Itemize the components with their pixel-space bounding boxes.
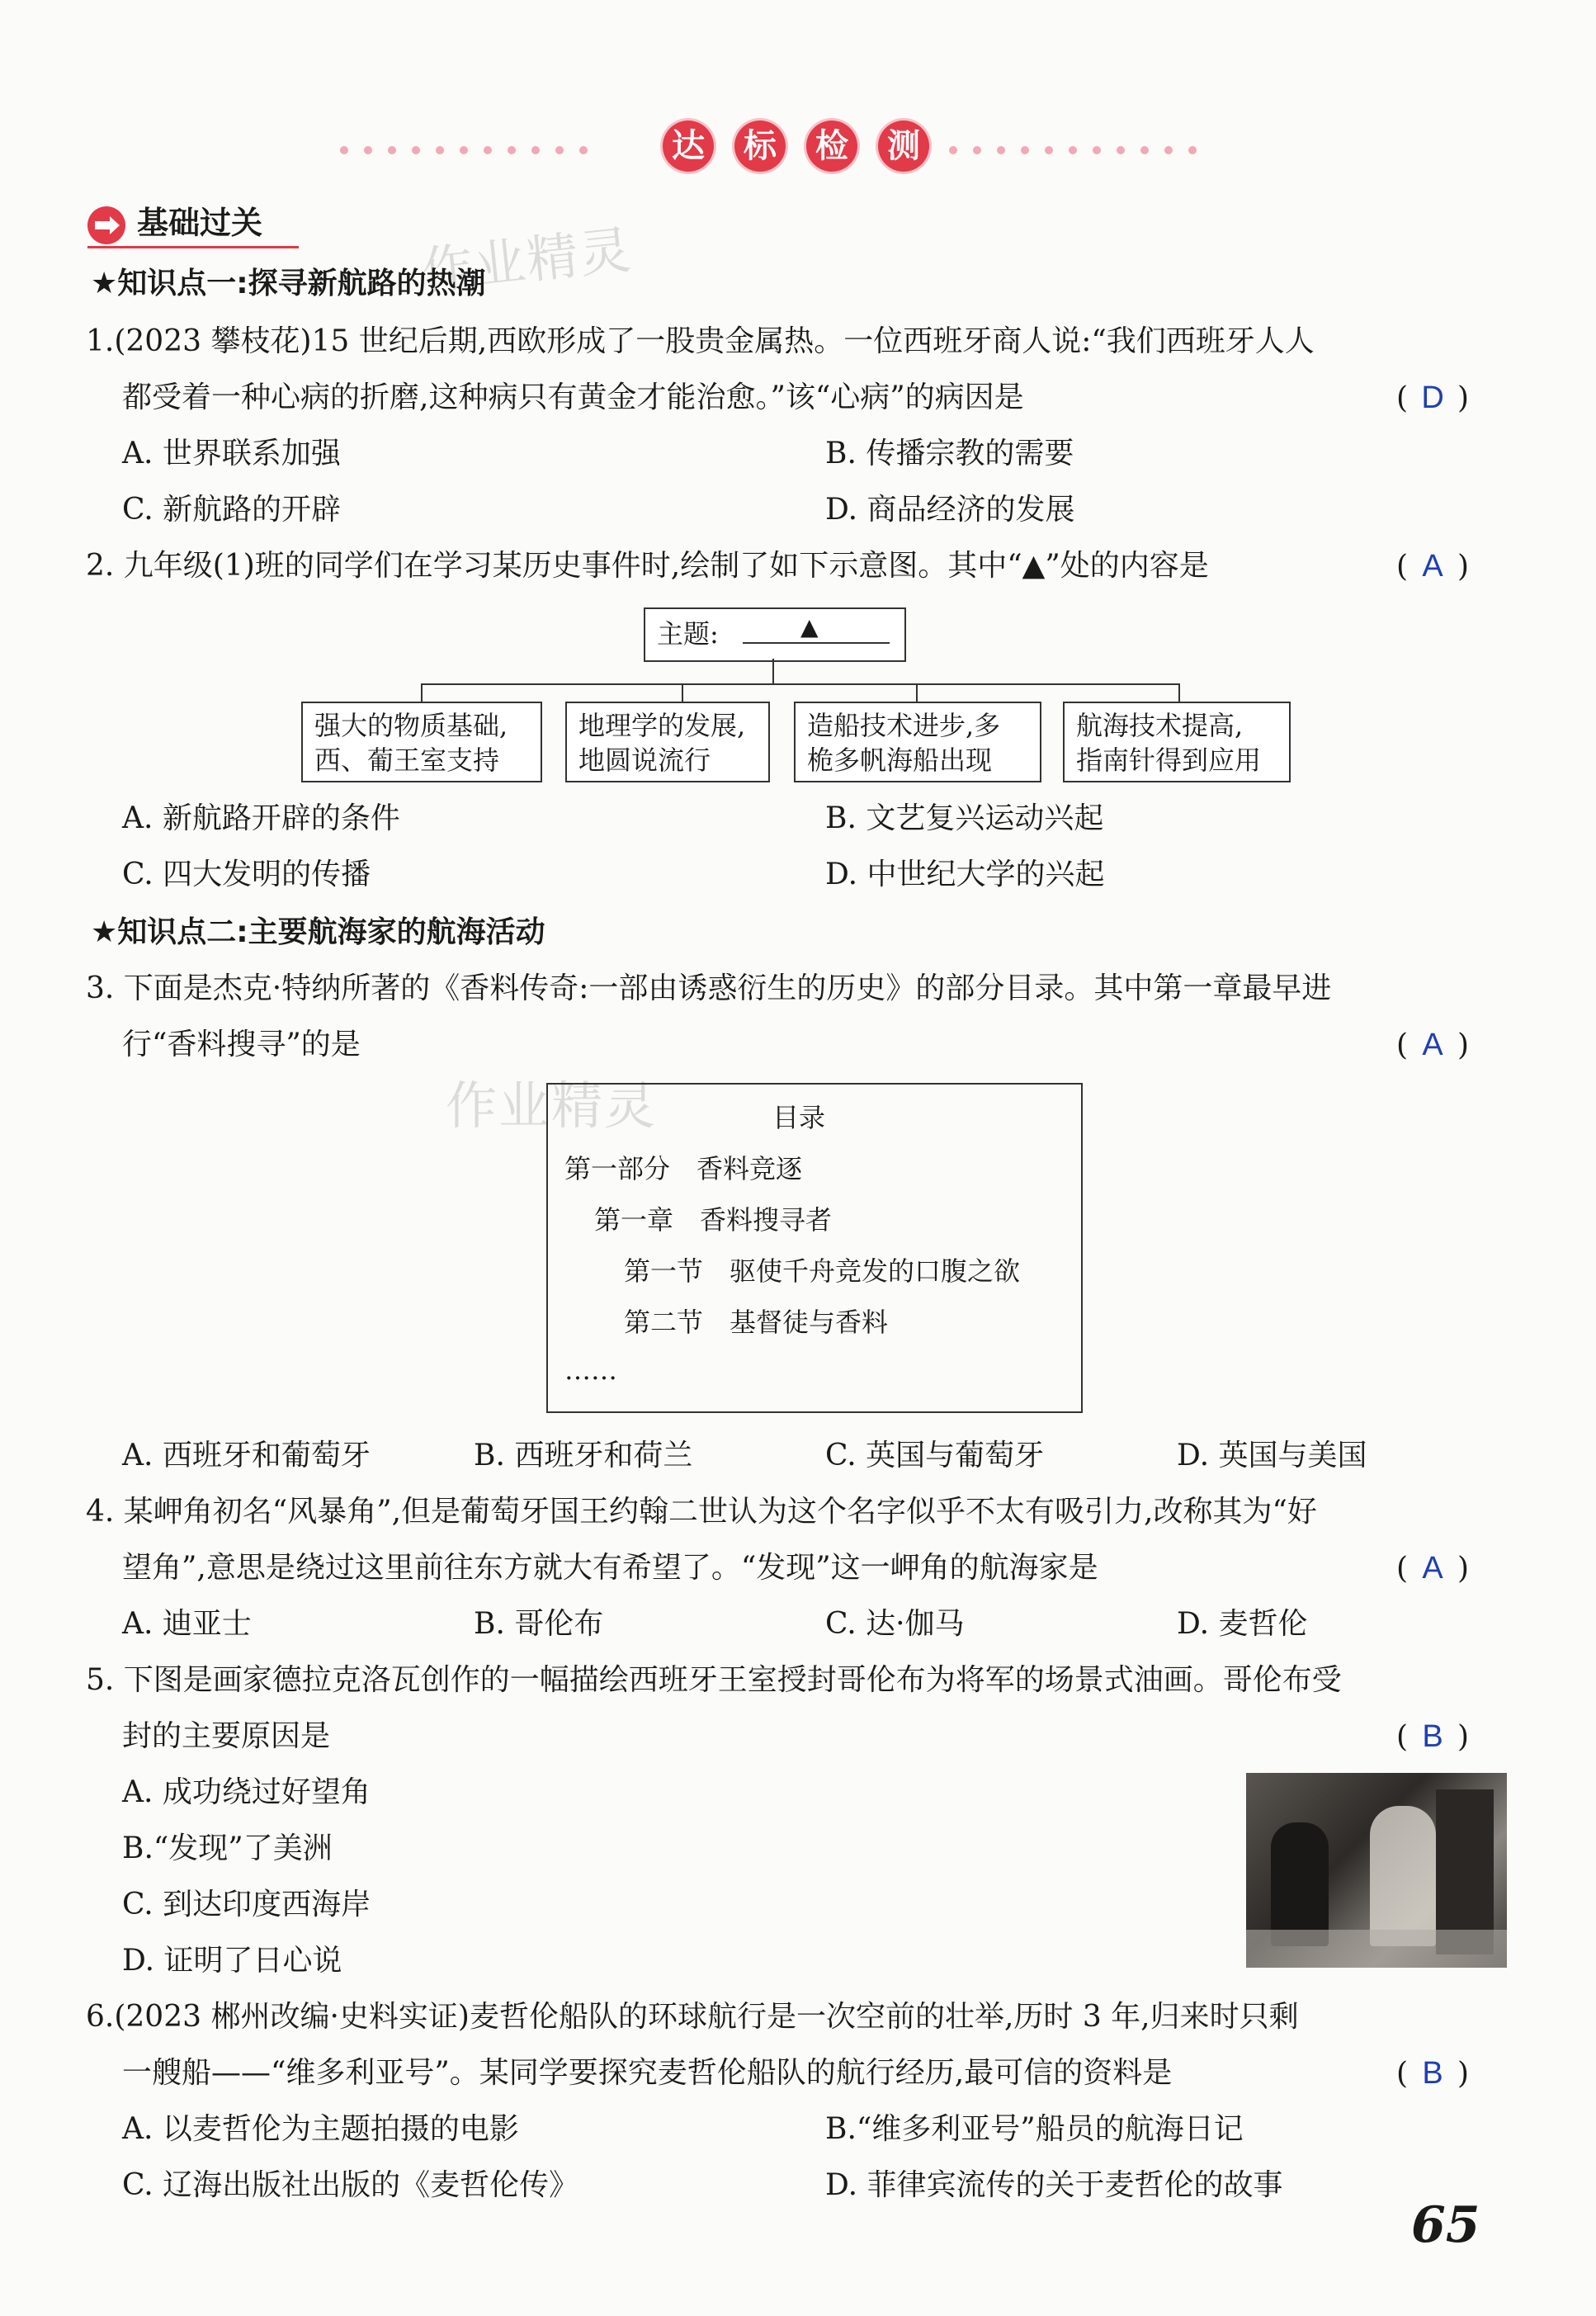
q6-option-c: C. 辽海出版社出版的《麦哲伦传》 xyxy=(122,2168,579,2202)
q3-option-c: C. 英国与葡萄牙 xyxy=(825,1439,1045,1472)
header-dots-left xyxy=(340,142,603,152)
diagram-box-2-line2: 地圆说流行 xyxy=(578,744,711,776)
diagram-box-3 xyxy=(794,702,1041,782)
q4-stem-line1: 4. 某岬角初名“风暴角”,但是葡萄牙国王约翰二世认为这个名字似乎不太有吸引力,改称其为“好 xyxy=(86,1495,1317,1529)
q3-option-b: B. 西班牙和荷兰 xyxy=(474,1439,693,1472)
diagram-connector-3 xyxy=(916,683,918,702)
diagram-box-1-line1: 强大的物质基础, xyxy=(314,710,508,741)
q1-option-c: C. 新航路的开辟 xyxy=(122,493,342,527)
q4-stem-line2: 望角”,意思是绕过这里前往东方就大有希望了。“发现”这一岬角的航海家是 xyxy=(122,1551,1098,1585)
q4-option-d: D. 麦哲伦 xyxy=(1177,1607,1308,1641)
q6-answer: B xyxy=(1422,2056,1443,2091)
header-char-2: 标 xyxy=(734,121,786,172)
q2-option-a: A. 新航路开辟的条件 xyxy=(122,801,400,835)
q5-option-a: A. 成功绕过好望角 xyxy=(122,1775,371,1809)
diagram-box-1-line2: 西、葡王室支持 xyxy=(314,744,500,776)
toc-line-3: 第一节 驱使千舟竞发的口腹之欲 xyxy=(624,1255,1021,1287)
toc-line-1: 第一部分 香料竞逐 xyxy=(564,1153,803,1184)
header-char-4: 测 xyxy=(878,121,929,172)
diagram-connector-4 xyxy=(1178,683,1180,702)
toc-title: 目录 xyxy=(772,1102,826,1133)
watermark: 作业精灵 xyxy=(418,219,635,302)
q5-stem-line1: 5. 下图是画家德拉克洛瓦创作的一幅描绘西班牙王室授封哥伦布为将军的场景式油画。哥伦布受 xyxy=(86,1663,1342,1697)
knowledge-point-2: ★知识点二:主要航海家的航海活动 xyxy=(91,915,545,949)
q6-option-b: B.“维多利亚号”船员的航海日记 xyxy=(825,2112,1244,2146)
diagram-connector-stem xyxy=(772,659,774,683)
header-dots-right xyxy=(949,142,1212,152)
section-title: 基础过关 xyxy=(137,205,263,241)
arrow-right-icon xyxy=(87,206,125,244)
q4-answer-box: ( A ) xyxy=(1396,1548,1469,1589)
q2-option-d: D. 中世纪大学的兴起 xyxy=(825,858,1105,891)
q2-answer-box: ( A ) xyxy=(1396,546,1469,587)
page-number: 65 xyxy=(1411,2196,1480,2254)
q3-option-d: D. 英国与美国 xyxy=(1177,1439,1367,1472)
toc-line-5: …… xyxy=(564,1354,617,1386)
columbus-painting-image xyxy=(1246,1773,1507,1968)
diagram-box-4 xyxy=(1063,702,1291,782)
diagram-box-4-line1: 航海技术提高, xyxy=(1076,710,1244,741)
q6-stem-line1: 6.(2023 郴州改编·史料实证)麦哲伦船队的环球航行是一次空前的壮举,历时 3 年,归来时只剩 xyxy=(86,2000,1299,2034)
q1-stem-line2: 都受着一种心病的折磨,这种病只有黄金才能治愈。”该“心病”的病因是 xyxy=(122,380,1024,414)
header-char-1: 达 xyxy=(663,121,714,172)
q1-option-a: A. 世界联系加强 xyxy=(122,437,341,470)
q6-answer-box: ( B ) xyxy=(1396,2054,1469,2094)
diagram-topic-blank xyxy=(743,642,890,644)
q1-option-b: B. 传播宗教的需要 xyxy=(825,437,1074,470)
q5-option-d: D. 证明了日心说 xyxy=(122,1944,342,1978)
diagram-connector-bar xyxy=(421,683,1178,685)
q1-answer: D xyxy=(1421,380,1444,415)
toc-line-2: 第一章 香料搜寻者 xyxy=(594,1204,833,1236)
diagram-box-4-line2: 指南针得到应用 xyxy=(1076,744,1262,776)
q5-stem-line2: 封的主要原因是 xyxy=(122,1719,331,1753)
watermark: 作业精灵 xyxy=(446,1075,658,1136)
q5-option-b: B.“发现”了美洲 xyxy=(122,1832,333,1865)
q6-option-a: A. 以麦哲伦为主题拍摄的电影 xyxy=(122,2112,519,2146)
q5-answer: B xyxy=(1422,1719,1443,1754)
diagram-box-1 xyxy=(301,702,542,782)
q1-option-d: D. 商品经济的发展 xyxy=(825,493,1075,527)
diagram-topic-box xyxy=(644,607,906,662)
diagram-topic-label: 主题: xyxy=(657,618,719,650)
q5-option-c: C. 到达印度西海岸 xyxy=(122,1888,371,1921)
q2-answer: A xyxy=(1422,549,1443,584)
diagram-box-3-line2: 桅多帆海船出现 xyxy=(807,744,993,776)
q2-stem-line1: 2. 九年级(1)班的同学们在学习某历史事件时,绘制了如下示意图。其中“▲”处的内容是 xyxy=(86,549,1209,583)
q3-stem-line1: 3. 下面是杰克·特纳所著的《香料传奇:一部由诱惑衍生的历史》的部分目录。其中第一章最早进 xyxy=(86,971,1332,1005)
q5-answer-box: ( B ) xyxy=(1396,1717,1469,1757)
q3-option-a: A. 西班牙和葡萄牙 xyxy=(122,1439,371,1472)
q2-option-b: B. 文艺复兴运动兴起 xyxy=(825,801,1104,835)
toc-box xyxy=(546,1083,1083,1413)
q6-stem-line2: 一艘船——“维多利亚号”。某同学要探究麦哲伦船队的航行经历,最可信的资料是 xyxy=(122,2056,1173,2090)
q4-answer: A xyxy=(1422,1551,1443,1586)
header-char-3: 检 xyxy=(806,121,857,172)
knowledge-point-1: ★知识点一:探寻新航路的热潮 xyxy=(91,267,486,300)
q3-answer-box: ( A ) xyxy=(1396,1025,1469,1066)
q6-option-d: D. 菲律宾流传的关于麦哲伦的故事 xyxy=(825,2168,1283,2202)
section-underline xyxy=(87,246,299,248)
q1-stem-line1: 1.(2023 攀枝花)15 世纪后期,西欧形成了一股贵金属热。一位西班牙商人说:“我们西班牙人人 xyxy=(86,324,1315,358)
q4-option-b: B. 哥伦布 xyxy=(474,1607,604,1641)
q3-answer: A xyxy=(1422,1028,1443,1062)
q4-option-a: A. 迪亚士 xyxy=(122,1607,252,1641)
diagram-topic-mark: ▲ xyxy=(800,613,819,640)
diagram-box-2 xyxy=(565,702,770,782)
q4-option-c: C. 达·伽马 xyxy=(825,1607,965,1641)
diagram-connector-1 xyxy=(421,683,423,702)
diagram-box-2-line1: 地理学的发展, xyxy=(578,710,746,741)
diagram-box-3-line1: 造船技术进步,多 xyxy=(807,710,1001,741)
q3-stem-line2: 行“香料搜寻”的是 xyxy=(122,1028,361,1061)
q2-option-c: C. 四大发明的传播 xyxy=(122,858,371,891)
diagram-connector-2 xyxy=(682,683,683,702)
q1-answer-box: ( D ) xyxy=(1396,378,1469,418)
toc-line-4: 第二节 基督徒与香料 xyxy=(624,1307,889,1338)
